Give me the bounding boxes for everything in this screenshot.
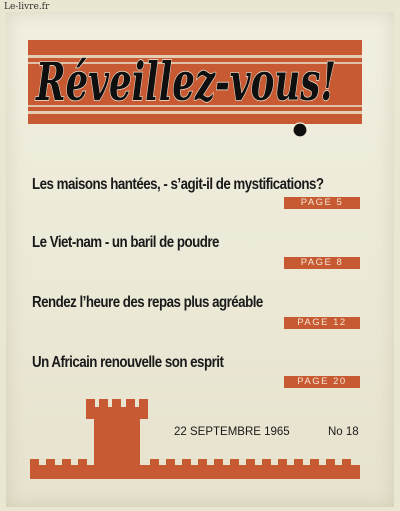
page-tag-4: PAGE 20 — [284, 376, 360, 388]
page-tag-3: PAGE 12 — [284, 317, 360, 329]
story-headline-2[interactable]: Le Viet-nam - un baril de poudre — [32, 234, 219, 251]
issue-number: No 18 — [328, 426, 359, 438]
magazine-cover — [6, 12, 394, 507]
castle-tower-icon — [30, 397, 360, 482]
page-tag-1: PAGE 5 — [284, 197, 360, 209]
issue-date: 22 SEPTEMBRE 1965 — [174, 426, 290, 438]
story-headline-3[interactable]: Rendez l’heure des repas plus agréable — [32, 294, 263, 311]
page-tag-2: PAGE 8 — [284, 257, 360, 269]
story-headline-1[interactable]: Les maisons hantées, - s’agit-il de mystifications? — [32, 176, 324, 193]
seller-watermark: Le-livre.fr — [4, 2, 50, 12]
story-headline-4[interactable]: Un Africain renouvelle son esprit — [32, 354, 224, 371]
masthead — [6, 12, 394, 142]
masthead-title: Réveillez-vous! — [34, 52, 336, 113]
